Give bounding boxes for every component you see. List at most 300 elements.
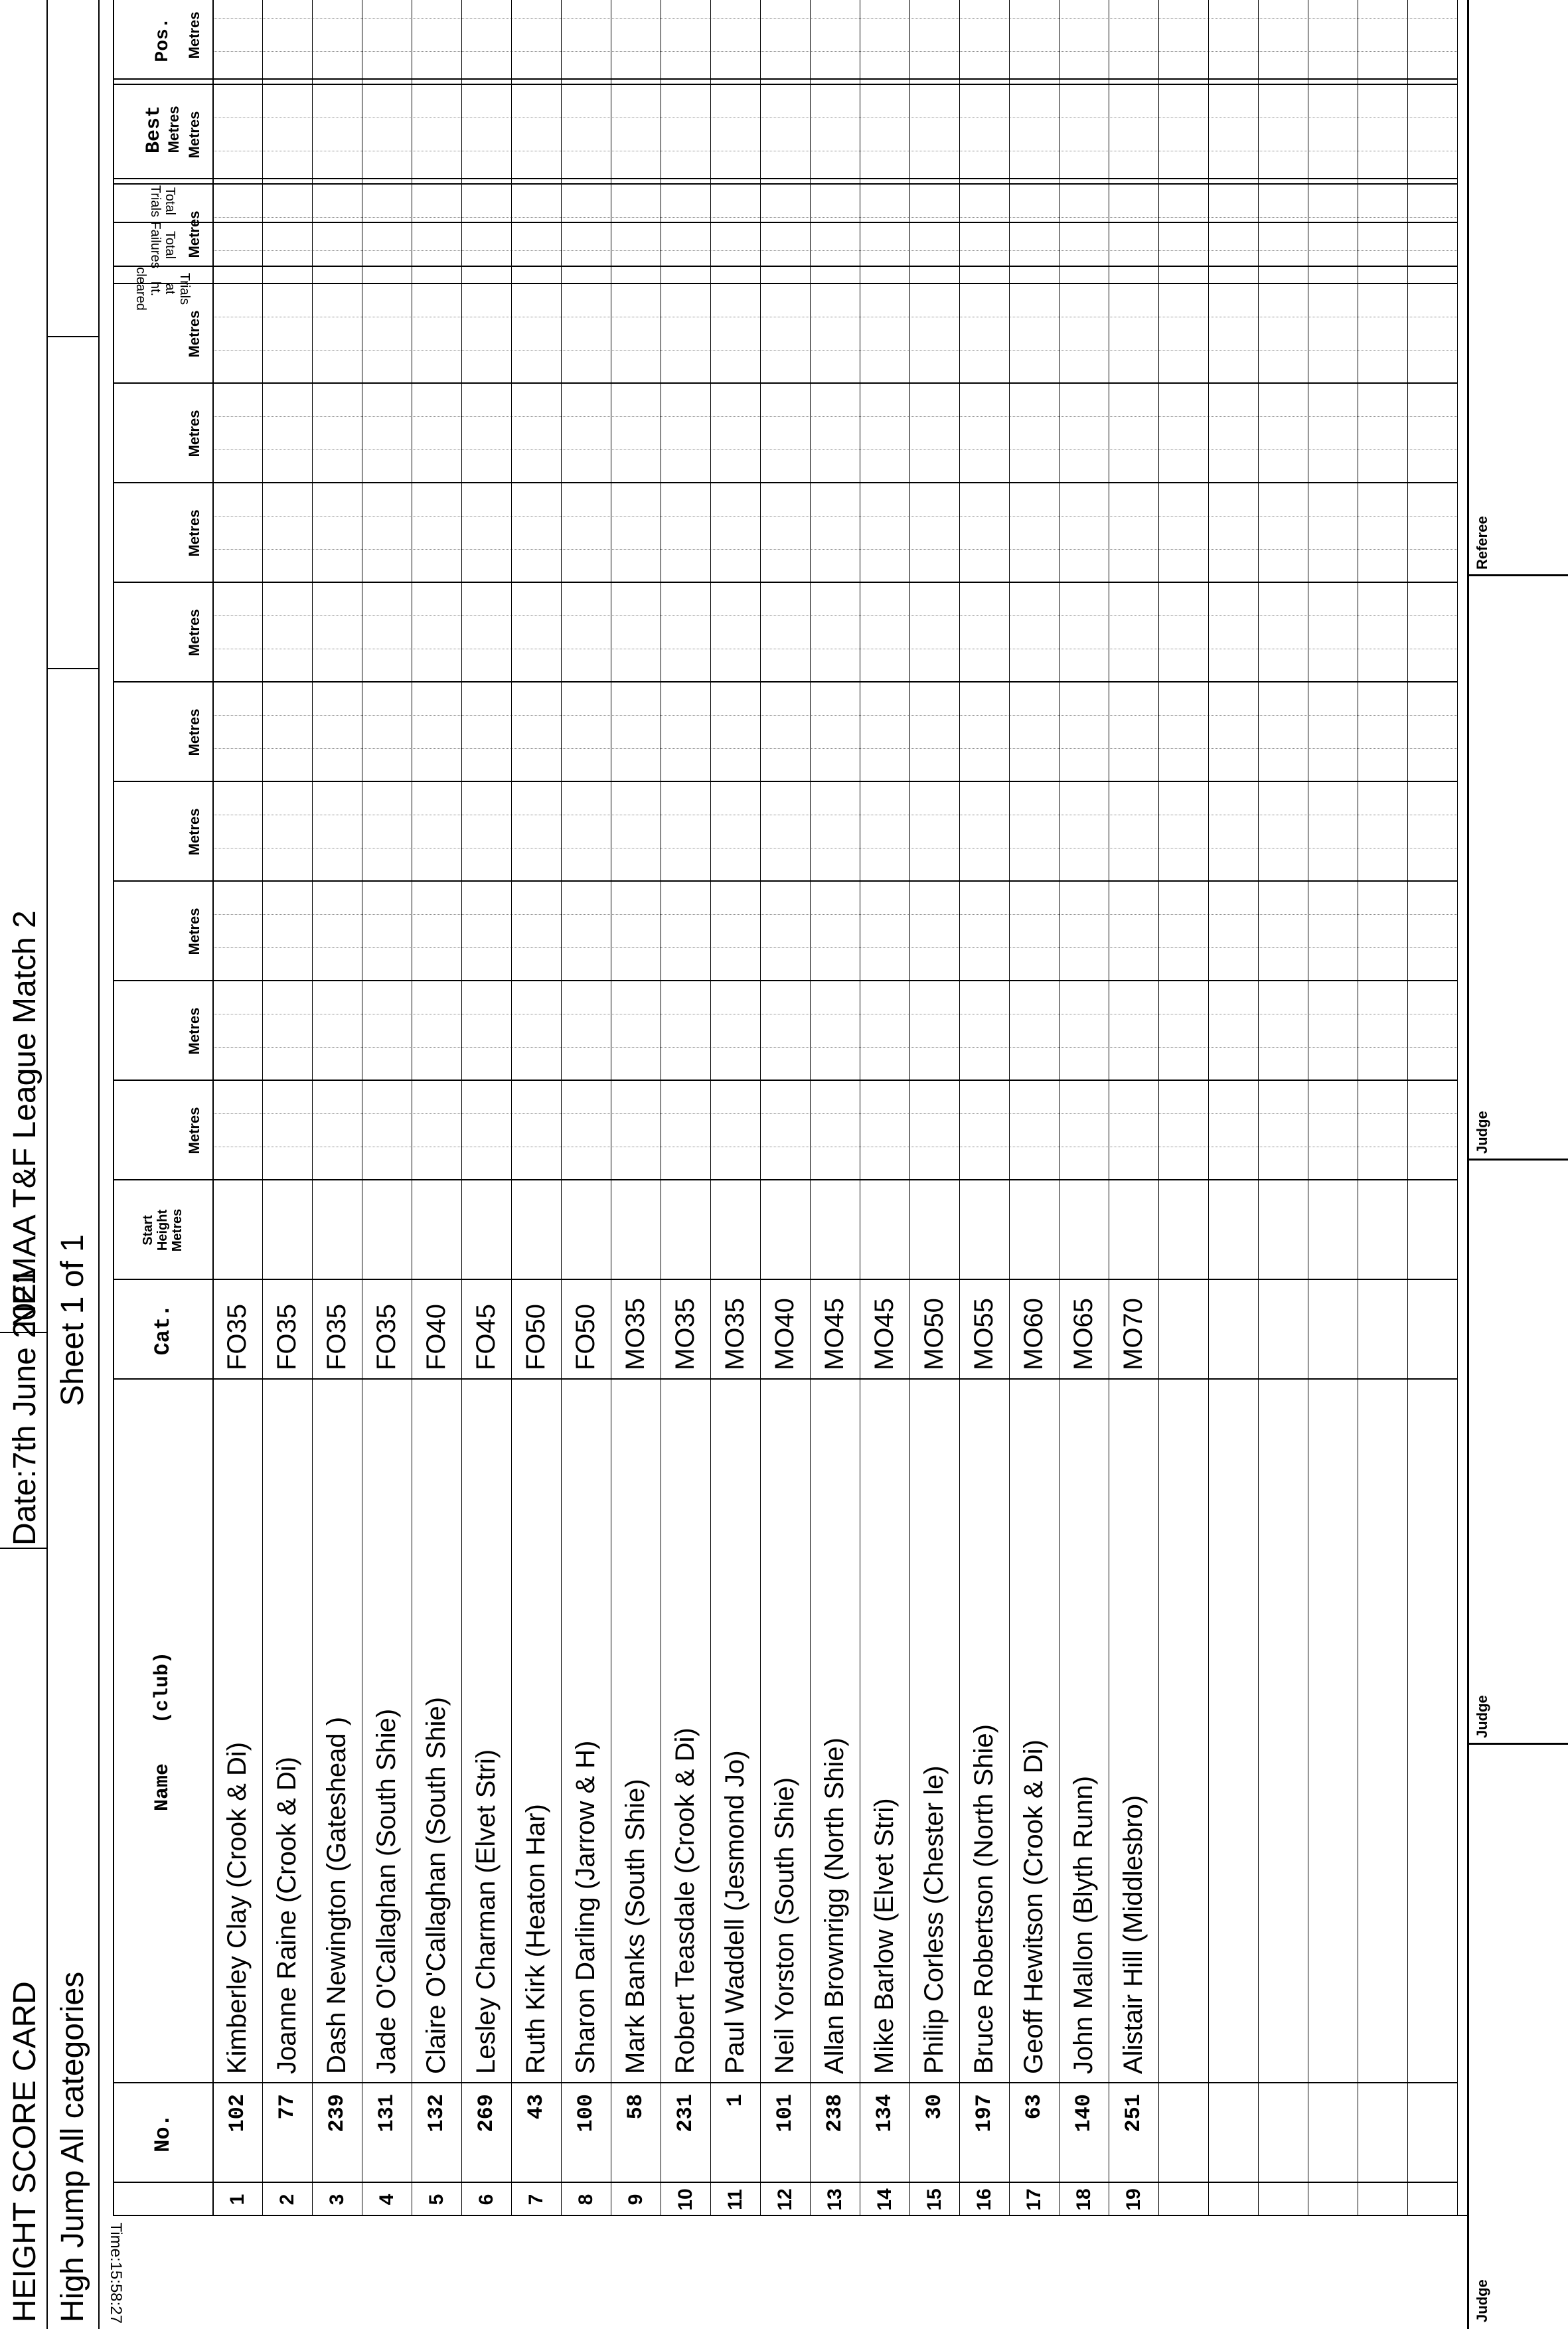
score-entry-cell[interactable] xyxy=(1009,782,1059,882)
score-entry-cell[interactable] xyxy=(1258,683,1308,782)
score-entry-cell[interactable] xyxy=(959,1180,1009,1280)
score-entry-cell[interactable] xyxy=(710,1180,760,1280)
score-entry-cell[interactable] xyxy=(611,223,661,267)
score-entry-cell[interactable] xyxy=(561,1081,611,1180)
score-entry-cell[interactable] xyxy=(1308,223,1358,267)
score-entry-cell[interactable] xyxy=(262,483,312,583)
score-entry-cell[interactable] xyxy=(262,683,312,782)
score-entry-cell[interactable] xyxy=(561,1180,611,1280)
score-entry-cell[interactable] xyxy=(1059,1180,1109,1280)
score-entry-cell[interactable] xyxy=(710,384,760,483)
score-entry-cell[interactable] xyxy=(1109,583,1158,683)
score-entry-cell[interactable] xyxy=(362,179,412,223)
score-entry-cell[interactable] xyxy=(1258,782,1308,882)
score-entry-cell[interactable] xyxy=(760,223,810,267)
score-entry-cell[interactable] xyxy=(511,80,561,179)
score-entry-cell[interactable] xyxy=(1407,0,1457,80)
score-entry-cell[interactable] xyxy=(412,179,461,223)
score-entry-cell[interactable] xyxy=(412,882,461,981)
score-entry-cell[interactable] xyxy=(212,384,262,483)
score-entry-cell[interactable] xyxy=(412,981,461,1081)
score-entry-cell[interactable] xyxy=(1158,80,1208,179)
score-entry-cell[interactable] xyxy=(710,782,760,882)
score-entry-cell[interactable] xyxy=(661,384,710,483)
score-entry-cell[interactable] xyxy=(461,782,511,882)
score-entry-cell[interactable] xyxy=(1208,483,1258,583)
score-entry-cell[interactable] xyxy=(909,782,959,882)
score-entry-cell[interactable] xyxy=(710,683,760,782)
score-entry-cell[interactable] xyxy=(262,782,312,882)
score-entry-cell[interactable] xyxy=(412,1081,461,1180)
score-entry-cell[interactable] xyxy=(1358,80,1407,179)
score-entry-cell[interactable] xyxy=(1358,267,1407,311)
score-entry-cell[interactable] xyxy=(1059,384,1109,483)
score-entry-cell[interactable] xyxy=(1208,179,1258,223)
score-entry-cell[interactable] xyxy=(760,384,810,483)
score-entry-cell[interactable] xyxy=(262,1180,312,1280)
score-entry-cell[interactable] xyxy=(810,0,860,80)
score-entry-cell[interactable] xyxy=(860,80,909,179)
score-entry-cell[interactable] xyxy=(262,583,312,683)
score-entry-cell[interactable] xyxy=(262,80,312,179)
score-entry-cell[interactable] xyxy=(461,981,511,1081)
score-entry-cell[interactable] xyxy=(860,384,909,483)
score-entry-cell[interactable] xyxy=(661,882,710,981)
score-entry-cell[interactable] xyxy=(1109,223,1158,267)
judge-signature-1[interactable]: Judge xyxy=(1474,2279,1490,2322)
score-entry-cell[interactable] xyxy=(1258,981,1308,1081)
score-entry-cell[interactable] xyxy=(860,179,909,223)
score-entry-cell[interactable] xyxy=(1407,981,1457,1081)
referee-signature[interactable]: Referee xyxy=(1474,516,1490,570)
score-entry-cell[interactable] xyxy=(661,1180,710,1280)
score-entry-cell[interactable] xyxy=(362,267,412,311)
score-entry-cell[interactable] xyxy=(661,223,710,267)
score-entry-cell[interactable] xyxy=(860,267,909,311)
score-entry-cell[interactable] xyxy=(561,882,611,981)
score-entry-cell[interactable] xyxy=(461,223,511,267)
score-entry-cell[interactable] xyxy=(661,267,710,311)
score-entry-cell[interactable] xyxy=(1308,583,1358,683)
score-entry-cell[interactable] xyxy=(810,583,860,683)
score-entry-cell[interactable] xyxy=(1358,583,1407,683)
score-entry-cell[interactable] xyxy=(1009,0,1059,80)
score-entry-cell[interactable] xyxy=(561,683,611,782)
score-entry-cell[interactable] xyxy=(1059,267,1109,311)
score-entry-cell[interactable] xyxy=(1358,782,1407,882)
score-entry-cell[interactable] xyxy=(1009,223,1059,267)
score-entry-cell[interactable] xyxy=(1258,1180,1308,1280)
score-entry-cell[interactable] xyxy=(1308,882,1358,981)
score-entry-cell[interactable] xyxy=(1308,80,1358,179)
score-entry-cell[interactable] xyxy=(909,0,959,80)
score-entry-cell[interactable] xyxy=(212,683,262,782)
score-entry-cell[interactable] xyxy=(959,384,1009,483)
score-entry-cell[interactable] xyxy=(760,179,810,223)
score-entry-cell[interactable] xyxy=(1059,981,1109,1081)
score-entry-cell[interactable] xyxy=(1059,882,1109,981)
score-entry-cell[interactable] xyxy=(1059,1081,1109,1180)
score-entry-cell[interactable] xyxy=(212,267,262,311)
score-entry-cell[interactable] xyxy=(611,683,661,782)
score-entry-cell[interactable] xyxy=(611,267,661,311)
score-entry-cell[interactable] xyxy=(1208,981,1258,1081)
score-entry-cell[interactable] xyxy=(611,384,661,483)
judge-signature-3[interactable]: Judge xyxy=(1474,1111,1490,1154)
score-entry-cell[interactable] xyxy=(212,583,262,683)
score-entry-cell[interactable] xyxy=(561,223,611,267)
score-entry-cell[interactable] xyxy=(611,0,661,80)
score-entry-cell[interactable] xyxy=(760,1180,810,1280)
score-entry-cell[interactable] xyxy=(760,267,810,311)
score-entry-cell[interactable] xyxy=(412,782,461,882)
score-entry-cell[interactable] xyxy=(412,267,461,311)
score-entry-cell[interactable] xyxy=(1308,1180,1358,1280)
score-entry-cell[interactable] xyxy=(959,882,1009,981)
score-entry-cell[interactable] xyxy=(860,1180,909,1280)
score-entry-cell[interactable] xyxy=(412,683,461,782)
score-entry-cell[interactable] xyxy=(511,1180,561,1280)
score-entry-cell[interactable] xyxy=(611,882,661,981)
score-entry-cell[interactable] xyxy=(212,1081,262,1180)
score-entry-cell[interactable] xyxy=(1308,267,1358,311)
score-entry-cell[interactable] xyxy=(1009,882,1059,981)
score-entry-cell[interactable] xyxy=(511,782,561,882)
score-entry-cell[interactable] xyxy=(262,267,312,311)
score-entry-cell[interactable] xyxy=(1158,583,1208,683)
score-entry-cell[interactable] xyxy=(810,882,860,981)
score-entry-cell[interactable] xyxy=(412,1180,461,1280)
score-entry-cell[interactable] xyxy=(1358,981,1407,1081)
score-entry-cell[interactable] xyxy=(1109,683,1158,782)
score-entry-cell[interactable] xyxy=(760,782,810,882)
score-entry-cell[interactable] xyxy=(810,384,860,483)
score-entry-cell[interactable] xyxy=(1407,80,1457,179)
score-entry-cell[interactable] xyxy=(1109,384,1158,483)
score-entry-cell[interactable] xyxy=(860,683,909,782)
score-entry-cell[interactable] xyxy=(661,0,710,80)
score-entry-cell[interactable] xyxy=(710,80,760,179)
score-entry-cell[interactable] xyxy=(1158,384,1208,483)
score-entry-cell[interactable] xyxy=(1258,882,1308,981)
score-entry-cell[interactable] xyxy=(810,267,860,311)
score-entry-cell[interactable] xyxy=(412,384,461,483)
score-entry-cell[interactable] xyxy=(312,223,362,267)
score-entry-cell[interactable] xyxy=(1308,483,1358,583)
score-entry-cell[interactable] xyxy=(710,0,760,80)
score-entry-cell[interactable] xyxy=(362,981,412,1081)
score-entry-cell[interactable] xyxy=(362,223,412,267)
score-entry-cell[interactable] xyxy=(959,223,1009,267)
score-entry-cell[interactable] xyxy=(1358,1081,1407,1180)
score-entry-cell[interactable] xyxy=(1109,0,1158,80)
score-entry-cell[interactable] xyxy=(1208,80,1258,179)
score-entry-cell[interactable] xyxy=(362,0,412,80)
score-entry-cell[interactable] xyxy=(1308,384,1358,483)
score-entry-cell[interactable] xyxy=(461,683,511,782)
score-entry-cell[interactable] xyxy=(1407,179,1457,223)
score-entry-cell[interactable] xyxy=(1009,981,1059,1081)
score-entry-cell[interactable] xyxy=(1158,981,1208,1081)
score-entry-cell[interactable] xyxy=(710,179,760,223)
score-entry-cell[interactable] xyxy=(760,583,810,683)
score-entry-cell[interactable] xyxy=(262,981,312,1081)
score-entry-cell[interactable] xyxy=(1258,179,1308,223)
score-entry-cell[interactable] xyxy=(661,683,710,782)
score-entry-cell[interactable] xyxy=(461,0,511,80)
score-entry-cell[interactable] xyxy=(511,384,561,483)
score-entry-cell[interactable] xyxy=(1358,223,1407,267)
score-entry-cell[interactable] xyxy=(262,223,312,267)
score-entry-cell[interactable] xyxy=(810,483,860,583)
score-entry-cell[interactable] xyxy=(1407,267,1457,311)
score-entry-cell[interactable] xyxy=(561,583,611,683)
score-entry-cell[interactable] xyxy=(909,683,959,782)
score-entry-cell[interactable] xyxy=(412,0,461,80)
score-entry-cell[interactable] xyxy=(909,223,959,267)
score-entry-cell[interactable] xyxy=(362,1180,412,1280)
score-entry-cell[interactable] xyxy=(561,80,611,179)
score-entry-cell[interactable] xyxy=(1059,483,1109,583)
score-entry-cell[interactable] xyxy=(511,223,561,267)
score-entry-cell[interactable] xyxy=(860,583,909,683)
score-entry-cell[interactable] xyxy=(1009,1081,1059,1180)
score-entry-cell[interactable] xyxy=(212,1180,262,1280)
score-entry-cell[interactable] xyxy=(511,0,561,80)
score-entry-cell[interactable] xyxy=(511,981,561,1081)
score-entry-cell[interactable] xyxy=(362,583,412,683)
score-entry-cell[interactable] xyxy=(1407,1081,1457,1180)
score-entry-cell[interactable] xyxy=(561,782,611,882)
score-entry-cell[interactable] xyxy=(1407,223,1457,267)
score-entry-cell[interactable] xyxy=(461,267,511,311)
score-entry-cell[interactable] xyxy=(1059,80,1109,179)
score-entry-cell[interactable] xyxy=(511,583,561,683)
score-entry-cell[interactable] xyxy=(1109,1081,1158,1180)
score-entry-cell[interactable] xyxy=(1009,483,1059,583)
score-entry-cell[interactable] xyxy=(461,483,511,583)
score-entry-cell[interactable] xyxy=(1358,179,1407,223)
score-entry-cell[interactable] xyxy=(1009,1180,1059,1280)
score-entry-cell[interactable] xyxy=(959,782,1009,882)
score-entry-cell[interactable] xyxy=(312,384,362,483)
score-entry-cell[interactable] xyxy=(1258,483,1308,583)
score-entry-cell[interactable] xyxy=(959,267,1009,311)
score-entry-cell[interactable] xyxy=(959,483,1009,583)
score-entry-cell[interactable] xyxy=(312,683,362,782)
score-entry-cell[interactable] xyxy=(1308,782,1358,882)
score-entry-cell[interactable] xyxy=(412,483,461,583)
score-entry-cell[interactable] xyxy=(860,483,909,583)
score-entry-cell[interactable] xyxy=(760,0,810,80)
score-entry-cell[interactable] xyxy=(959,981,1009,1081)
score-entry-cell[interactable] xyxy=(1358,0,1407,80)
score-entry-cell[interactable] xyxy=(1308,981,1358,1081)
score-entry-cell[interactable] xyxy=(312,782,362,882)
score-entry-cell[interactable] xyxy=(561,267,611,311)
score-entry-cell[interactable] xyxy=(1208,1180,1258,1280)
score-entry-cell[interactable] xyxy=(611,981,661,1081)
score-entry-cell[interactable] xyxy=(561,0,611,80)
score-entry-cell[interactable] xyxy=(1358,1180,1407,1280)
score-entry-cell[interactable] xyxy=(909,882,959,981)
score-entry-cell[interactable] xyxy=(461,583,511,683)
score-entry-cell[interactable] xyxy=(212,782,262,882)
judge-signature-2[interactable]: Judge xyxy=(1474,1695,1490,1738)
score-entry-cell[interactable] xyxy=(511,882,561,981)
score-entry-cell[interactable] xyxy=(1059,683,1109,782)
score-entry-cell[interactable] xyxy=(909,1081,959,1180)
score-entry-cell[interactable] xyxy=(760,1081,810,1180)
score-entry-cell[interactable] xyxy=(1109,267,1158,311)
score-entry-cell[interactable] xyxy=(561,179,611,223)
score-entry-cell[interactable] xyxy=(959,179,1009,223)
score-entry-cell[interactable] xyxy=(860,1081,909,1180)
score-entry-cell[interactable] xyxy=(362,782,412,882)
score-entry-cell[interactable] xyxy=(362,882,412,981)
score-entry-cell[interactable] xyxy=(611,80,661,179)
score-entry-cell[interactable] xyxy=(1407,583,1457,683)
score-entry-cell[interactable] xyxy=(1358,483,1407,583)
score-entry-cell[interactable] xyxy=(1109,483,1158,583)
score-entry-cell[interactable] xyxy=(1208,384,1258,483)
score-entry-cell[interactable] xyxy=(561,483,611,583)
score-entry-cell[interactable] xyxy=(1158,223,1208,267)
score-entry-cell[interactable] xyxy=(661,179,710,223)
score-entry-cell[interactable] xyxy=(412,80,461,179)
score-entry-cell[interactable] xyxy=(661,80,710,179)
score-entry-cell[interactable] xyxy=(312,882,362,981)
score-entry-cell[interactable] xyxy=(760,683,810,782)
score-entry-cell[interactable] xyxy=(1208,683,1258,782)
score-entry-cell[interactable] xyxy=(1109,1180,1158,1280)
score-entry-cell[interactable] xyxy=(959,1081,1009,1180)
score-entry-cell[interactable] xyxy=(661,483,710,583)
score-entry-cell[interactable] xyxy=(212,882,262,981)
score-entry-cell[interactable] xyxy=(1407,882,1457,981)
score-entry-cell[interactable] xyxy=(760,882,810,981)
score-entry-cell[interactable] xyxy=(710,483,760,583)
score-entry-cell[interactable] xyxy=(710,882,760,981)
score-entry-cell[interactable] xyxy=(212,223,262,267)
score-entry-cell[interactable] xyxy=(1208,1081,1258,1180)
score-entry-cell[interactable] xyxy=(611,782,661,882)
score-entry-cell[interactable] xyxy=(1308,683,1358,782)
score-entry-cell[interactable] xyxy=(710,1081,760,1180)
score-entry-cell[interactable] xyxy=(511,1081,561,1180)
score-entry-cell[interactable] xyxy=(262,882,312,981)
score-entry-cell[interactable] xyxy=(262,179,312,223)
score-entry-cell[interactable] xyxy=(611,583,661,683)
score-entry-cell[interactable] xyxy=(909,384,959,483)
score-entry-cell[interactable] xyxy=(909,583,959,683)
score-entry-cell[interactable] xyxy=(1158,267,1208,311)
score-entry-cell[interactable] xyxy=(710,223,760,267)
score-entry-cell[interactable] xyxy=(611,1180,661,1280)
score-entry-cell[interactable] xyxy=(1358,384,1407,483)
score-entry-cell[interactable] xyxy=(1208,267,1258,311)
score-entry-cell[interactable] xyxy=(312,1180,362,1280)
score-entry-cell[interactable] xyxy=(511,179,561,223)
score-entry-cell[interactable] xyxy=(1158,1081,1208,1180)
score-entry-cell[interactable] xyxy=(1308,179,1358,223)
score-entry-cell[interactable] xyxy=(1158,1180,1208,1280)
score-entry-cell[interactable] xyxy=(511,683,561,782)
score-entry-cell[interactable] xyxy=(1109,179,1158,223)
score-entry-cell[interactable] xyxy=(1109,981,1158,1081)
score-entry-cell[interactable] xyxy=(461,882,511,981)
score-entry-cell[interactable] xyxy=(1358,683,1407,782)
score-entry-cell[interactable] xyxy=(1109,782,1158,882)
score-entry-cell[interactable] xyxy=(262,384,312,483)
score-entry-cell[interactable] xyxy=(760,981,810,1081)
score-entry-cell[interactable] xyxy=(362,80,412,179)
score-entry-cell[interactable] xyxy=(1407,683,1457,782)
score-entry-cell[interactable] xyxy=(860,882,909,981)
score-entry-cell[interactable] xyxy=(561,384,611,483)
score-entry-cell[interactable] xyxy=(212,179,262,223)
score-entry-cell[interactable] xyxy=(1208,0,1258,80)
score-entry-cell[interactable] xyxy=(909,483,959,583)
score-entry-cell[interactable] xyxy=(1358,882,1407,981)
score-entry-cell[interactable] xyxy=(909,981,959,1081)
score-entry-cell[interactable] xyxy=(1009,179,1059,223)
score-entry-cell[interactable] xyxy=(860,223,909,267)
score-entry-cell[interactable] xyxy=(212,80,262,179)
score-entry-cell[interactable] xyxy=(312,267,362,311)
score-entry-cell[interactable] xyxy=(312,1081,362,1180)
score-entry-cell[interactable] xyxy=(312,0,362,80)
score-entry-cell[interactable] xyxy=(1158,782,1208,882)
score-entry-cell[interactable] xyxy=(1158,683,1208,782)
score-entry-cell[interactable] xyxy=(1009,384,1059,483)
score-entry-cell[interactable] xyxy=(860,981,909,1081)
score-entry-cell[interactable] xyxy=(1009,267,1059,311)
score-entry-cell[interactable] xyxy=(511,483,561,583)
score-entry-cell[interactable] xyxy=(362,483,412,583)
score-entry-cell[interactable] xyxy=(1208,583,1258,683)
score-entry-cell[interactable] xyxy=(611,1081,661,1180)
score-entry-cell[interactable] xyxy=(1059,223,1109,267)
score-entry-cell[interactable] xyxy=(1208,782,1258,882)
score-entry-cell[interactable] xyxy=(212,483,262,583)
score-entry-cell[interactable] xyxy=(661,583,710,683)
score-entry-cell[interactable] xyxy=(1158,179,1208,223)
score-entry-cell[interactable] xyxy=(362,384,412,483)
score-entry-cell[interactable] xyxy=(1158,0,1208,80)
score-entry-cell[interactable] xyxy=(710,583,760,683)
score-entry-cell[interactable] xyxy=(909,179,959,223)
score-entry-cell[interactable] xyxy=(1009,583,1059,683)
score-entry-cell[interactable] xyxy=(1258,223,1308,267)
score-entry-cell[interactable] xyxy=(1059,179,1109,223)
score-entry-cell[interactable] xyxy=(710,267,760,311)
score-entry-cell[interactable] xyxy=(461,80,511,179)
score-entry-cell[interactable] xyxy=(959,0,1009,80)
score-entry-cell[interactable] xyxy=(1258,80,1308,179)
score-entry-cell[interactable] xyxy=(1407,782,1457,882)
score-entry-cell[interactable] xyxy=(212,981,262,1081)
score-entry-cell[interactable] xyxy=(1208,882,1258,981)
score-entry-cell[interactable] xyxy=(661,1081,710,1180)
score-entry-cell[interactable] xyxy=(1407,483,1457,583)
score-entry-cell[interactable] xyxy=(810,1081,860,1180)
score-entry-cell[interactable] xyxy=(461,1081,511,1180)
score-entry-cell[interactable] xyxy=(909,80,959,179)
score-entry-cell[interactable] xyxy=(312,80,362,179)
score-entry-cell[interactable] xyxy=(810,981,860,1081)
score-entry-cell[interactable] xyxy=(810,223,860,267)
